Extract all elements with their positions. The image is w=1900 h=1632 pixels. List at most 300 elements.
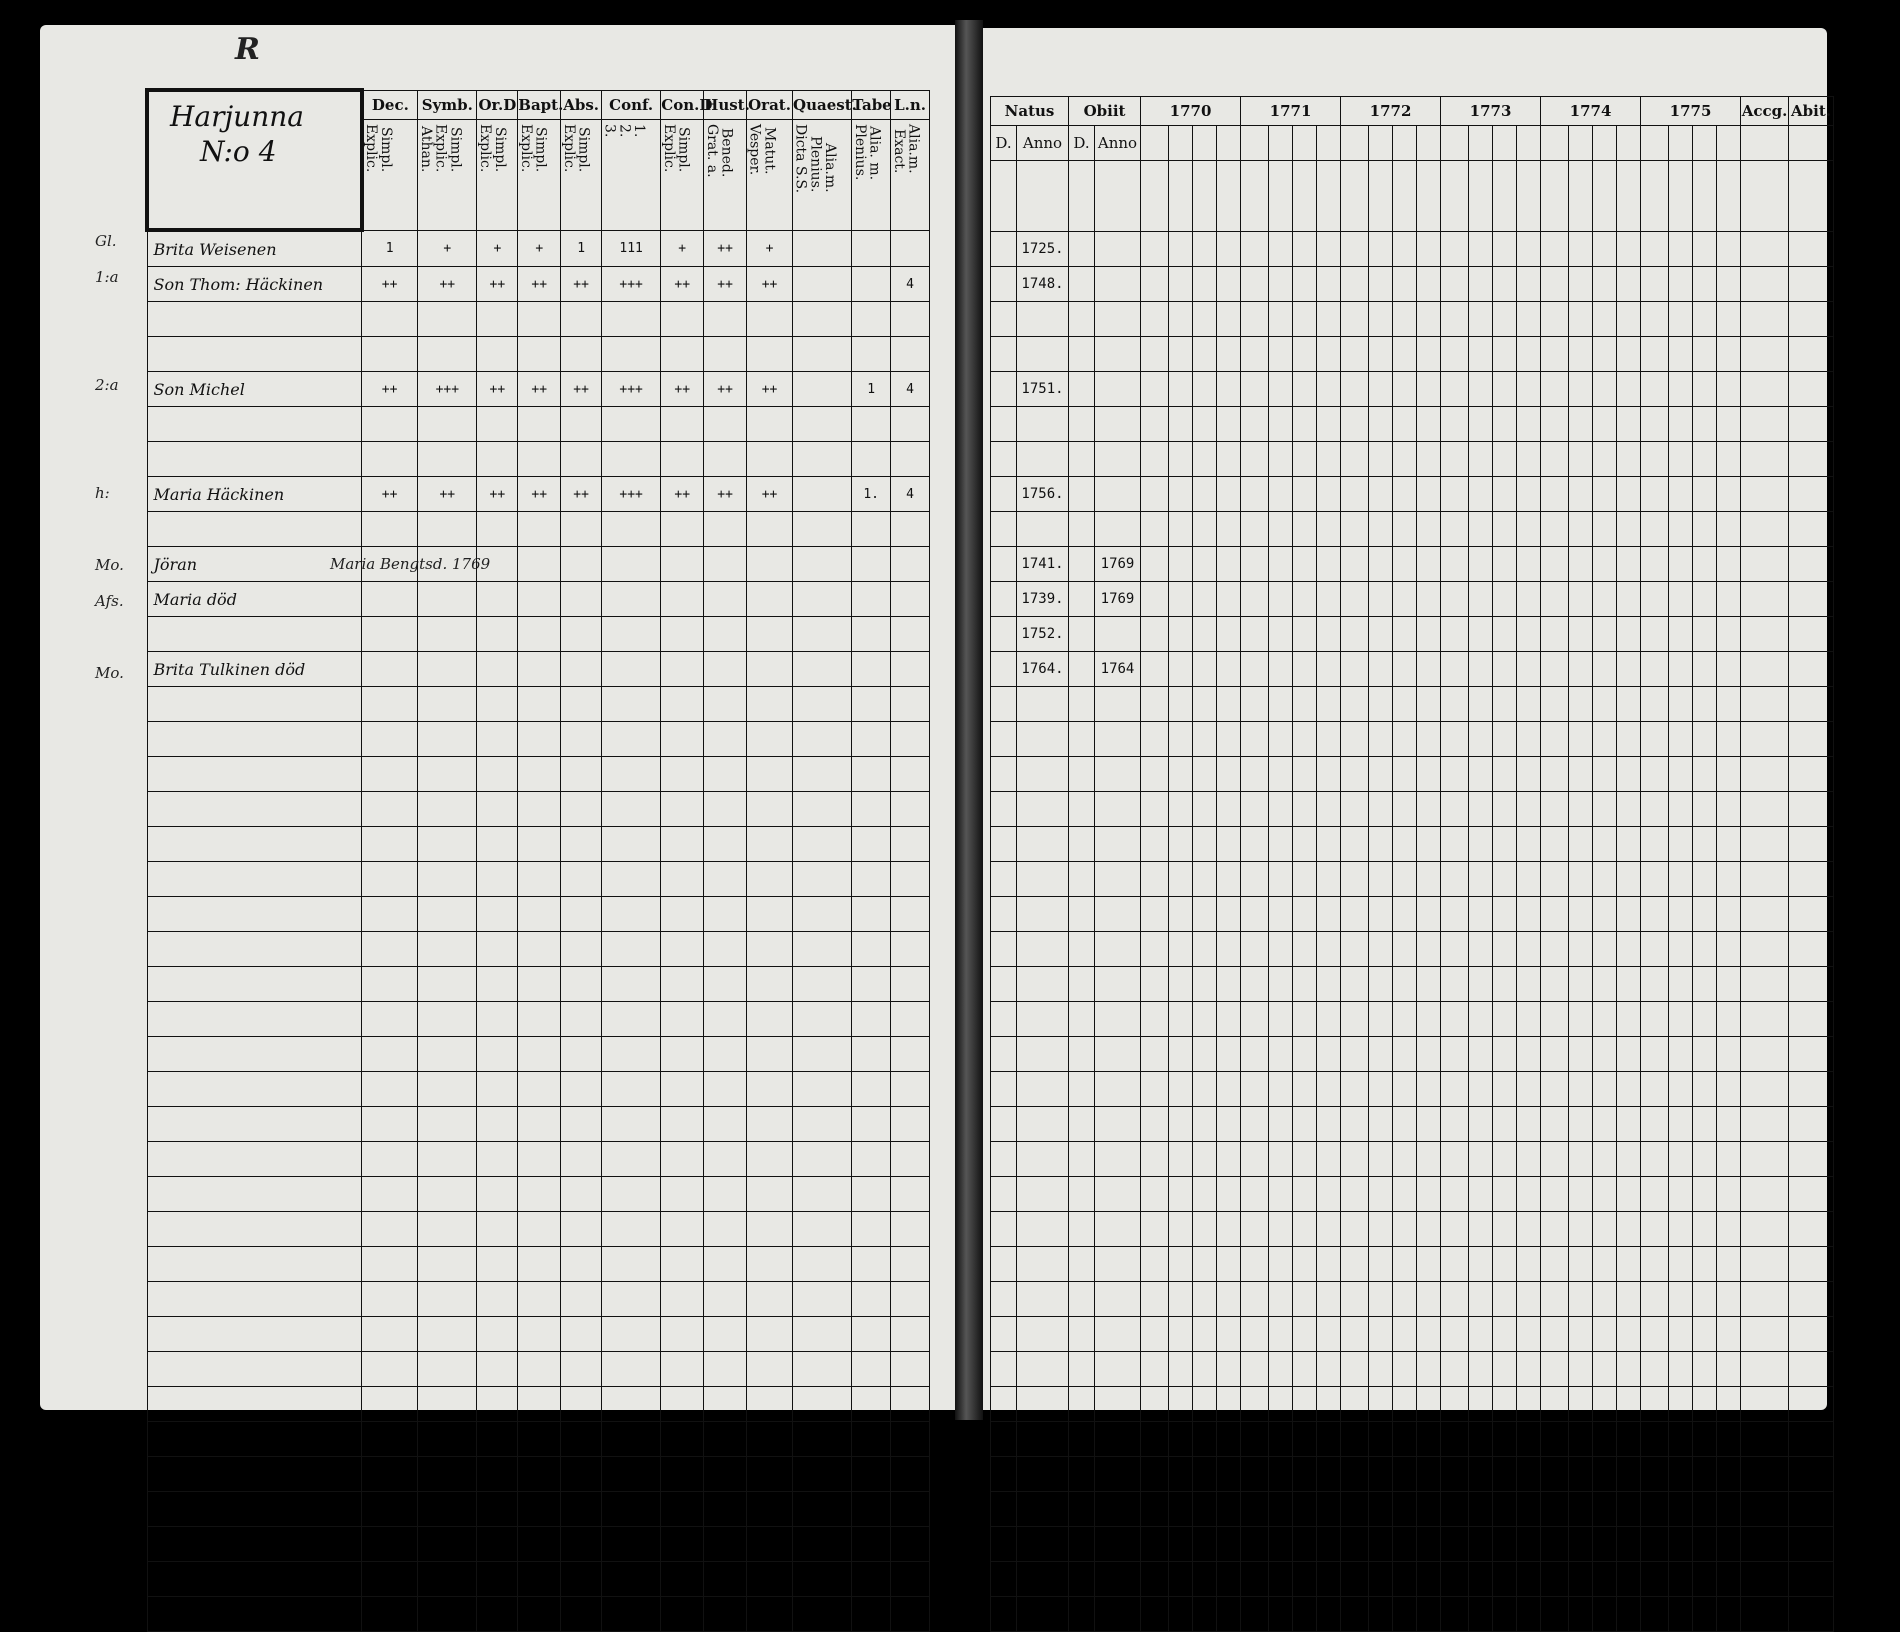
grid-cell — [1369, 757, 1393, 792]
grid-cell — [1393, 932, 1417, 967]
grid-cell — [1293, 617, 1317, 652]
grid-cell — [1141, 1177, 1169, 1212]
grid-cell — [1241, 1387, 1269, 1422]
grid-cell — [1541, 302, 1569, 337]
grid-cell — [1493, 827, 1517, 862]
grid-cell — [1269, 372, 1293, 407]
grid-cell — [1617, 1317, 1641, 1352]
grid-cell — [1017, 1002, 1069, 1037]
grid-cell — [1541, 1352, 1569, 1387]
mark-cell — [418, 687, 477, 722]
grid-cell — [1241, 161, 1269, 232]
mark-cell — [362, 337, 418, 372]
grid-cell — [1217, 512, 1241, 547]
subheader-label: Grat. a. — [703, 123, 720, 178]
grid-cell — [1593, 372, 1617, 407]
mark-cell — [704, 1072, 747, 1107]
grid-cell — [1741, 1352, 1789, 1387]
grid-cell — [1717, 1422, 1741, 1457]
mark-cell — [793, 442, 852, 477]
mark-cell — [602, 862, 661, 897]
grid-cell — [1317, 1492, 1341, 1527]
grid-cell — [1493, 372, 1517, 407]
grid-cell — [1717, 1317, 1741, 1352]
grid-cell — [1789, 1317, 1834, 1352]
mark-cell — [747, 897, 793, 932]
grid-cell — [1017, 687, 1069, 722]
mark-cell — [518, 1037, 561, 1072]
grid-cell — [1417, 1177, 1441, 1212]
grid-cell — [1269, 1107, 1293, 1142]
grid-cell — [1617, 617, 1641, 652]
grid-cell — [1241, 1562, 1269, 1597]
grid-cell — [1541, 1457, 1569, 1492]
grid-cell — [1217, 1422, 1241, 1457]
mark-cell — [661, 1422, 704, 1457]
grid-cell — [1269, 1247, 1293, 1282]
mark-cell — [852, 1037, 891, 1072]
grid-cell — [1417, 1352, 1441, 1387]
mark-cell — [747, 512, 793, 547]
mark-cell — [793, 1142, 852, 1177]
grid-cell — [1493, 1457, 1517, 1492]
grid-cell — [1717, 1107, 1741, 1142]
mark-cell — [704, 1422, 747, 1457]
grid-cell — [991, 267, 1017, 302]
column-header: L.n. — [891, 90, 930, 119]
grid-cell — [1269, 1142, 1293, 1177]
grid-cell — [1417, 161, 1441, 232]
table-row — [991, 757, 1834, 792]
grid-cell — [1269, 582, 1293, 617]
grid-cell — [1293, 687, 1317, 722]
mark-cell — [362, 1107, 418, 1142]
grid-cell — [1317, 827, 1341, 862]
grid-cell — [1169, 1212, 1193, 1247]
grid-cell — [1441, 827, 1469, 862]
grid-cell — [1417, 1597, 1441, 1632]
grid-cell — [1789, 407, 1834, 442]
grid-cell — [1517, 722, 1541, 757]
subheader-label: Explic. — [477, 123, 494, 172]
grid-cell — [1293, 1072, 1317, 1107]
grid-cell — [1217, 722, 1241, 757]
grid-cell — [1293, 652, 1317, 687]
grid-cell — [1393, 1037, 1417, 1072]
subheader-anno: Anno — [1095, 126, 1141, 161]
grid-cell — [1517, 232, 1541, 267]
grid-cell — [1669, 1107, 1693, 1142]
grid-cell — [1317, 1457, 1341, 1492]
grid-cell — [1095, 1282, 1141, 1317]
grid-cell — [1193, 1142, 1217, 1177]
grid-cell — [1393, 372, 1417, 407]
grid-cell — [1193, 337, 1217, 372]
mark-cell — [518, 827, 561, 862]
grid-cell — [1541, 512, 1569, 547]
grid-cell — [1469, 442, 1493, 477]
mark-cell — [891, 1107, 930, 1142]
grid-cell — [1517, 1037, 1541, 1072]
grid-cell — [991, 1317, 1017, 1352]
column-subheader — [747, 119, 793, 230]
mark-cell — [602, 827, 661, 862]
grid-cell — [1017, 1247, 1069, 1282]
mark-cell — [704, 1387, 747, 1422]
grid-cell — [1293, 932, 1317, 967]
grid-cell — [1493, 757, 1517, 792]
mark-cell — [561, 407, 602, 442]
grid-cell — [1569, 267, 1593, 302]
subheader-label: Explic. — [517, 123, 534, 172]
grid-cell — [1369, 1142, 1393, 1177]
grid-cell — [991, 1107, 1017, 1142]
grid-cell — [1141, 1247, 1169, 1282]
grid-cell — [1469, 827, 1493, 862]
grid-cell — [1095, 1562, 1141, 1597]
grid-cell — [1095, 1212, 1141, 1247]
grid-cell — [1417, 757, 1441, 792]
grid-cell — [1369, 126, 1393, 161]
grid-cell — [1569, 1212, 1593, 1247]
grid-cell — [1669, 1037, 1693, 1072]
grid-cell — [1017, 1527, 1069, 1562]
table-row — [991, 1457, 1834, 1492]
grid-cell — [1493, 967, 1517, 1002]
mark-cell — [747, 792, 793, 827]
grid-cell — [1069, 827, 1095, 862]
mark-cell — [561, 1562, 602, 1597]
grid-cell — [991, 161, 1017, 232]
grid-cell — [991, 1422, 1017, 1457]
person-name — [147, 827, 362, 862]
mark-cell — [704, 1317, 747, 1352]
mark-cell — [418, 1142, 477, 1177]
grid-cell — [1541, 897, 1569, 932]
grid-cell — [991, 582, 1017, 617]
grid-cell — [1369, 1457, 1393, 1492]
grid-cell — [1417, 407, 1441, 442]
subheader-d: D. — [1069, 126, 1095, 161]
mark-cell — [661, 1282, 704, 1317]
grid-cell — [1617, 582, 1641, 617]
grid-cell — [1469, 1387, 1493, 1422]
mark-cell — [561, 1457, 602, 1492]
grid-cell — [1341, 792, 1369, 827]
table-row — [991, 1492, 1834, 1527]
grid-cell — [1069, 1317, 1095, 1352]
grid-cell — [1141, 1457, 1169, 1492]
mark-cell — [602, 547, 661, 582]
grid-cell — [1141, 967, 1169, 1002]
mark-cell — [891, 1317, 930, 1352]
grid-cell — [1017, 967, 1069, 1002]
grid-cell — [1493, 1072, 1517, 1107]
grid-cell — [1317, 617, 1341, 652]
person-name — [147, 687, 362, 722]
grid-cell — [1341, 722, 1369, 757]
grid-cell — [1717, 1177, 1741, 1212]
mark-cell: +++ — [602, 372, 661, 407]
grid-cell — [1789, 687, 1834, 722]
grid-cell — [1393, 267, 1417, 302]
mark-cell — [602, 1247, 661, 1282]
grid-cell — [1569, 967, 1593, 1002]
grid-cell — [1417, 337, 1441, 372]
table-row — [991, 337, 1834, 372]
grid-cell — [1617, 161, 1641, 232]
grid-cell — [991, 1247, 1017, 1282]
grid-cell — [1493, 722, 1517, 757]
person-name — [147, 442, 362, 477]
mark-cell — [477, 547, 518, 582]
mark-cell — [477, 1072, 518, 1107]
mark-cell — [602, 1422, 661, 1457]
mark-cell — [477, 407, 518, 442]
grid-cell — [1069, 967, 1095, 1002]
grid-cell — [1717, 232, 1741, 267]
mark-cell — [852, 547, 891, 582]
grid-cell — [991, 687, 1017, 722]
grid-cell — [1169, 1352, 1193, 1387]
grid-cell — [1617, 897, 1641, 932]
margin-annotation: Mo. — [95, 556, 124, 574]
table-row — [147, 792, 930, 827]
grid-cell — [1641, 302, 1669, 337]
death-year — [1095, 232, 1141, 267]
grid-cell — [1569, 1597, 1593, 1632]
grid-cell — [1341, 337, 1369, 372]
grid-cell — [1217, 337, 1241, 372]
grid-cell — [991, 652, 1017, 687]
mark-cell — [891, 722, 930, 757]
grid-cell — [1217, 1317, 1241, 1352]
table-row — [991, 1107, 1834, 1142]
grid-cell — [1417, 232, 1441, 267]
grid-cell — [1641, 1072, 1669, 1107]
grid-cell — [1469, 1352, 1493, 1387]
mark-cell — [362, 442, 418, 477]
grid-cell — [1693, 1527, 1717, 1562]
table-row — [991, 161, 1834, 232]
grid-cell — [1693, 1352, 1717, 1387]
grid-cell — [1593, 1387, 1617, 1422]
grid-cell — [1169, 582, 1193, 617]
grid-cell — [1469, 1212, 1493, 1247]
mark-cell — [793, 1422, 852, 1457]
margin-annotation: Gl. — [95, 232, 117, 250]
person-name — [147, 1527, 362, 1562]
grid-cell — [1269, 792, 1293, 827]
subheader-label: 2. — [616, 123, 633, 137]
grid-cell — [1517, 827, 1541, 862]
grid-cell — [1393, 1317, 1417, 1352]
grid-cell — [1069, 1072, 1095, 1107]
grid-cell — [1217, 652, 1241, 687]
mark-cell — [661, 1597, 704, 1632]
mark-cell — [602, 1527, 661, 1562]
grid-cell — [991, 512, 1017, 547]
mark-cell — [418, 652, 477, 687]
mark-cell — [891, 407, 930, 442]
grid-cell — [1517, 652, 1541, 687]
grid-cell — [1569, 757, 1593, 792]
grid-cell — [1069, 512, 1095, 547]
mark-cell — [602, 967, 661, 1002]
grid-cell — [1269, 1282, 1293, 1317]
grid-cell — [1169, 1142, 1193, 1177]
mark-cell: ++ — [661, 477, 704, 512]
grid-cell — [1369, 1492, 1393, 1527]
death-year — [1095, 617, 1141, 652]
grid-cell — [1241, 442, 1269, 477]
grid-cell — [1693, 617, 1717, 652]
person-name: Jöran — [147, 547, 362, 582]
grid-cell — [1693, 1177, 1717, 1212]
mark-cell — [518, 1282, 561, 1317]
grid-cell — [1269, 1457, 1293, 1492]
mark-cell — [362, 407, 418, 442]
mark-cell — [704, 687, 747, 722]
table-row — [147, 512, 930, 547]
mark-cell — [661, 652, 704, 687]
grid-cell — [1393, 1002, 1417, 1037]
grid-cell — [1641, 232, 1669, 267]
grid-cell — [1541, 1177, 1569, 1212]
grid-cell — [1169, 932, 1193, 967]
grid-cell — [991, 302, 1017, 337]
grid-cell — [1017, 161, 1069, 232]
grid-cell — [1069, 582, 1095, 617]
grid-cell — [1669, 407, 1693, 442]
grid-cell — [1069, 1352, 1095, 1387]
mark-cell — [477, 582, 518, 617]
grid-cell — [1441, 1457, 1469, 1492]
grid-cell — [1517, 897, 1541, 932]
grid-cell — [1789, 1247, 1834, 1282]
mark-cell — [704, 582, 747, 617]
mark-cell — [704, 1107, 747, 1142]
grid-cell — [1741, 267, 1789, 302]
mark-cell — [362, 1387, 418, 1422]
mark-cell — [602, 1107, 661, 1142]
grid-cell — [1193, 1282, 1217, 1317]
grid-cell — [1369, 161, 1393, 232]
grid-cell — [1317, 1352, 1341, 1387]
grid-cell — [1169, 652, 1193, 687]
grid-cell — [1269, 442, 1293, 477]
mark-cell — [704, 1492, 747, 1527]
grid-cell — [1393, 967, 1417, 1002]
grid-cell — [1393, 407, 1417, 442]
mark-cell — [891, 1037, 930, 1072]
grid-cell — [1569, 1387, 1593, 1422]
grid-cell — [1269, 512, 1293, 547]
subheader-label: Plenius. — [807, 136, 824, 193]
grid-cell — [1341, 161, 1369, 232]
mark-cell — [418, 582, 477, 617]
grid-cell — [1593, 267, 1617, 302]
grid-cell — [1141, 512, 1169, 547]
mark-cell — [661, 862, 704, 897]
grid-cell — [1741, 1387, 1789, 1422]
mark-cell — [602, 652, 661, 687]
catechism-table — [145, 88, 930, 1632]
grid-cell — [1669, 722, 1693, 757]
grid-cell — [1341, 1002, 1369, 1037]
table-row — [991, 897, 1834, 932]
grid-cell — [1269, 687, 1293, 722]
year-header: 1771 — [1241, 97, 1341, 126]
grid-cell — [1789, 722, 1834, 757]
mark-cell — [362, 1527, 418, 1562]
grid-cell — [1017, 1597, 1069, 1632]
grid-cell — [1017, 792, 1069, 827]
grid-cell — [1269, 1527, 1293, 1562]
grid-cell — [1241, 932, 1269, 967]
grid-cell — [1741, 1107, 1789, 1142]
table-row — [147, 1177, 930, 1212]
grid-cell — [1541, 267, 1569, 302]
grid-cell — [1593, 512, 1617, 547]
grid-cell — [1617, 827, 1641, 862]
grid-cell — [1241, 477, 1269, 512]
grid-cell — [1693, 512, 1717, 547]
table-row — [147, 442, 930, 477]
table-row — [991, 652, 1834, 687]
person-name: Maria Häckinen — [147, 477, 362, 512]
mark-cell — [704, 1597, 747, 1632]
mark-cell — [852, 722, 891, 757]
grid-cell — [1641, 1527, 1669, 1562]
grid-cell — [1789, 477, 1834, 512]
grid-cell — [1641, 1352, 1669, 1387]
mark-cell — [891, 1597, 930, 1632]
mark-cell — [891, 230, 930, 267]
grid-cell — [1169, 1527, 1193, 1562]
mark-cell — [561, 1387, 602, 1422]
grid-cell — [1569, 1072, 1593, 1107]
grid-cell — [1593, 302, 1617, 337]
grid-cell — [1741, 1457, 1789, 1492]
grid-cell — [1641, 1282, 1669, 1317]
grid-cell — [1193, 302, 1217, 337]
grid-cell — [1417, 582, 1441, 617]
grid-cell — [1095, 1037, 1141, 1072]
grid-cell — [1617, 1142, 1641, 1177]
grid-cell — [1441, 967, 1469, 1002]
grid-cell — [1593, 1037, 1617, 1072]
mark-cell — [891, 442, 930, 477]
grid-cell — [1217, 687, 1241, 722]
grid-cell — [1669, 1422, 1693, 1457]
grid-cell — [1693, 932, 1717, 967]
mark-cell — [793, 1492, 852, 1527]
grid-cell — [1569, 547, 1593, 582]
grid-cell — [1193, 1107, 1217, 1142]
mark-cell — [891, 547, 930, 582]
grid-cell — [1469, 1142, 1493, 1177]
grid-cell — [1269, 302, 1293, 337]
grid-cell — [1789, 897, 1834, 932]
mark-cell — [477, 1142, 518, 1177]
grid-cell — [1569, 897, 1593, 932]
grid-cell — [1069, 1037, 1095, 1072]
mark-cell — [518, 302, 561, 337]
grid-cell — [1469, 232, 1493, 267]
grid-cell — [1393, 1212, 1417, 1247]
grid-cell — [1293, 477, 1317, 512]
